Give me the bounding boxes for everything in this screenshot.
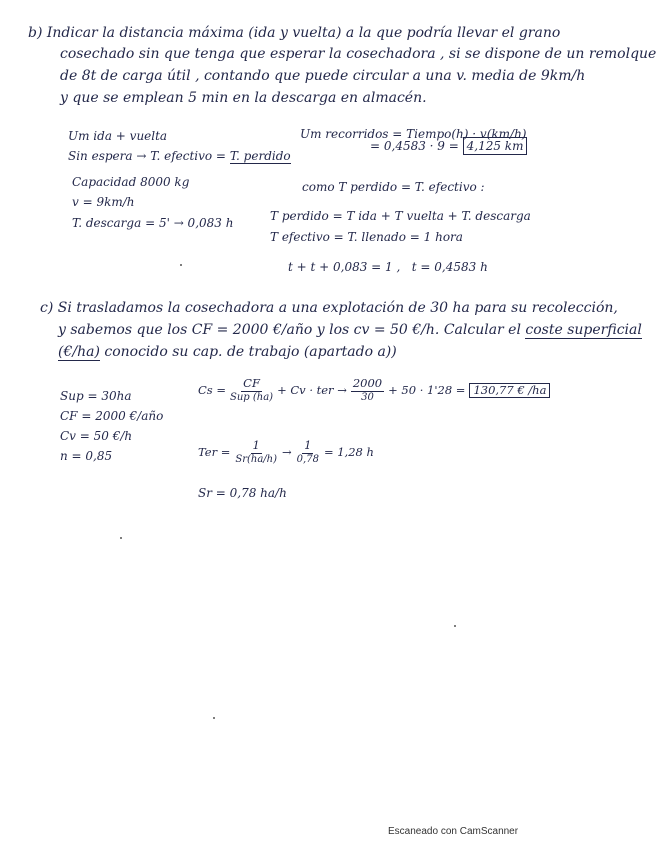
fraction-numerator: 1 bbox=[304, 438, 312, 452]
part-b-statement-line-1: b) Indicar la distancia máxima (ida y vuelta) a la que podría llevar el grano bbox=[28, 25, 561, 41]
ter-formula bbox=[198, 440, 374, 465]
c-data-n: n = 0,85 bbox=[60, 449, 113, 463]
b-left-line-2-underlined: T. perdido bbox=[229, 149, 291, 163]
b-left-line-3: Capacidad 8000 kg bbox=[72, 175, 190, 189]
ter-label: Ter = bbox=[198, 444, 231, 459]
arrow: → bbox=[282, 444, 292, 459]
b-right-line-3: como T perdido = T. efectivo : bbox=[302, 180, 485, 194]
time-equation: t + t + 0,083 = 1 , bbox=[288, 260, 401, 274]
scan-speck bbox=[120, 537, 122, 539]
scanner-watermark: Escaneado con CamScanner bbox=[388, 826, 519, 837]
fraction-denominator: Sup (ha) bbox=[230, 391, 274, 403]
fraction-denominator: Sr(ha/h) bbox=[235, 453, 278, 465]
ter-fraction-1 bbox=[235, 440, 277, 465]
b-right-line-2 bbox=[370, 140, 527, 152]
part-b-statement-line-4: y que se emplean 5 min en la descarga en almacén. bbox=[60, 90, 427, 106]
b-left-line-2-prefix: Sin espera → T. efectivo = bbox=[68, 149, 230, 163]
fraction-numerator: 1 bbox=[252, 438, 260, 452]
fraction-numerator: CF bbox=[243, 376, 260, 390]
fraction-denominator: 30 bbox=[361, 391, 374, 403]
part-b-statement-line-2: cosechado sin que tenga que esperar la cosechadora , si se dispone de un remolque bbox=[60, 46, 656, 62]
b-left-line-2 bbox=[68, 150, 291, 162]
scan-speck bbox=[454, 625, 456, 627]
b-left-line-4: v = 9km/h bbox=[72, 195, 135, 209]
time-result: t = 0,4583 h bbox=[411, 260, 488, 274]
numeric-fraction bbox=[351, 378, 384, 403]
cost-formula bbox=[198, 378, 550, 403]
c-data-sup: Sup = 30ha bbox=[60, 389, 132, 403]
part-c-statement-line-1: c) Si trasladamos la cosechadora a una explotación de 30 ha para su recolección, bbox=[40, 300, 618, 316]
cs-label: Cs = bbox=[198, 382, 226, 397]
part-c-units-underlined: (€/ha) bbox=[58, 344, 100, 360]
scan-speck bbox=[180, 264, 182, 266]
part-c-statement-line-2-prefix: y sabemos que los CF = 2000 €/año y los cv = 50 €/h. Calcular el bbox=[58, 322, 526, 338]
b-right-line-2-prefix: = 0,4583 · 9 = bbox=[370, 139, 459, 153]
c-data-cf: CF = 2000 €/año bbox=[60, 409, 164, 423]
cost-result-box: 130,77 € /ha bbox=[469, 383, 550, 399]
b-left-line-1: Um ida + vuelta bbox=[68, 129, 168, 143]
distance-result-box: 4,125 km bbox=[463, 137, 528, 155]
b-right-line-6 bbox=[288, 261, 488, 273]
b-right-line-1: Um recorridos = Tiempo(h) · v(km/h) bbox=[300, 127, 527, 141]
b-right-line-4: T perdido = T ida + T vuelta + T. descarga bbox=[270, 209, 531, 223]
sr-value: Sr = 0,78 ha/h bbox=[198, 486, 287, 500]
ter-result: = 1,28 h bbox=[323, 444, 374, 459]
part-c-statement-line-2 bbox=[58, 323, 642, 337]
c-data-cv: Cv = 50 €/h bbox=[60, 429, 133, 443]
cf-over-sup-fraction bbox=[230, 378, 273, 403]
fraction-numerator: 2000 bbox=[352, 376, 383, 390]
b-right-line-5: T efectivo = T. llenado = 1 hora bbox=[270, 230, 463, 244]
cv-term: + Cv · ter → bbox=[277, 382, 347, 397]
fraction-denominator: 0,78 bbox=[296, 453, 319, 465]
part-c-statement-line-3 bbox=[58, 345, 397, 359]
b-left-line-5: T. descarga = 5' → 0,083 h bbox=[72, 216, 234, 230]
scan-speck bbox=[213, 717, 215, 719]
ter-fraction-2 bbox=[297, 440, 319, 465]
part-b-statement-line-3: de 8t de carga útil , contando que puede circular a una v. media de 9km/h bbox=[60, 68, 586, 84]
part-c-underlined-term: coste superficial bbox=[525, 322, 642, 338]
part-c-statement-line-3-rest: conocido su cap. de trabajo (apartado a)) bbox=[99, 344, 397, 360]
cv-numeric-term: + 50 · 1'28 = bbox=[388, 382, 466, 397]
